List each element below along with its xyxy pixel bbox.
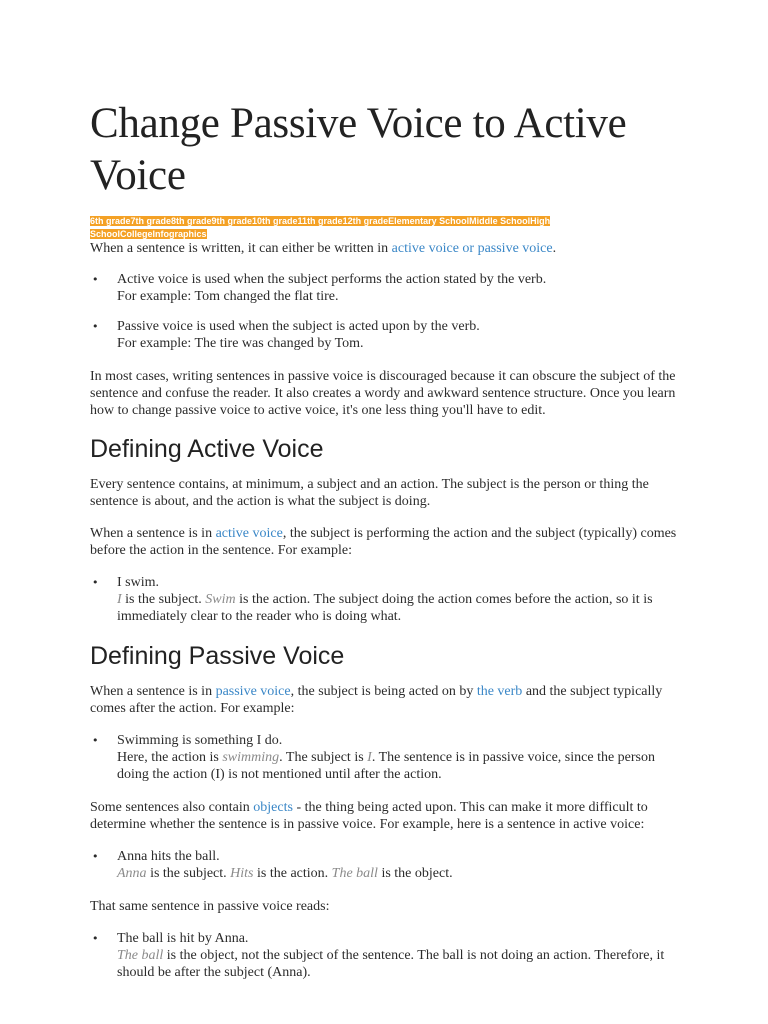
passive-example-list-2 (90, 848, 678, 882)
active-paragraph-2: When a sentence is in active voice, the subject is performing the action and the subject (typically) comes before the action in the sentence. For example: (90, 526, 677, 558)
bullet-icon: • (92, 273, 99, 286)
active-example-list (90, 574, 678, 625)
the-verb-link[interactable]: the verb (476, 684, 523, 699)
passive-voice-link[interactable]: passive voice (215, 684, 291, 699)
intro-list (90, 271, 678, 352)
bullet-icon: • (92, 576, 99, 589)
passive-paragraph-3: That same sentence in passive voice reads: (90, 899, 330, 914)
list-item: • Anna hits the ball. Anna is the subject. Hits is the action. The ball is the object. (92, 849, 453, 881)
active-paragraph-1: Every sentence contains, at minimum, a subject and an action. The subject is the person or thing the sentence is about, and the action is what the subject is doing. (90, 477, 649, 509)
grade-tags-text[interactable]: 6th grade7th grade8th grade9th grade10th grade11th grade12th gradeElementary SchoolMiddle SchoolHigh SchoolCollegeInfographics (90, 216, 551, 239)
list-item: • I swim. I is the subject. Swim is the action. The subject doing the action comes before the action, so it is immediately clear to the reader who is doing what. (92, 575, 653, 624)
intro-discussion-paragraph: In most cases, writing sentences in passive voice is discouraged because it can obscure the subject of the sentence and confuse the reader. It also creates a wordy and awkward sentence structure. Once you learn how to change passive voice to active voice, it's one less thing you'll have to edit. (90, 369, 676, 418)
objects-link[interactable]: objects (253, 800, 293, 815)
active-voice-heading: Defining Active Voice (90, 435, 324, 463)
passive-paragraph-2: Some sentences also contain objects - the thing being acted upon. This can make it more difficult to determine whether the sentence is in passive voice. For example, here is a sentence in active voice: (90, 800, 648, 832)
page-title: Change Passive Voice to Active Voice (90, 100, 627, 199)
list-item: • Active voice is used when the subject performs the action stated by the verb. For example: Tom changed the flat tire. (92, 272, 547, 304)
intro-paragraph: When a sentence is written, it can either be written in active voice or passive voice. (90, 241, 557, 256)
passive-example-list-3 (90, 930, 678, 981)
passive-example-list-1 (90, 732, 678, 783)
bullet-icon: • (92, 932, 99, 945)
bullet-icon: • (92, 734, 99, 747)
passive-voice-heading: Defining Passive Voice (90, 642, 345, 670)
bullet-icon: • (92, 320, 99, 333)
active-passive-voice-link[interactable]: active voice or passive voice (391, 241, 553, 256)
active-voice-link[interactable]: active voice (215, 526, 283, 541)
grade-tags (90, 214, 590, 240)
list-item: • Swimming is something I do. Here, the action is swimming. The subject is I. The sentence is in passive voice, since the person doing the action (I) is not mentioned until after the action. (92, 733, 656, 782)
list-item: • Passive voice is used when the subject is acted upon by the verb. For example: The tire was changed by Tom. (92, 319, 480, 351)
bullet-icon: • (92, 850, 99, 863)
list-item: • The ball is hit by Anna. The ball is the object, not the subject of the sentence. The ball is not doing an action. Therefore, it should be after the subject (Anna). (92, 931, 665, 980)
passive-paragraph-1: When a sentence is in passive voice, the subject is being acted on by the verb and the subject typically comes after the action. For example: (90, 684, 663, 716)
